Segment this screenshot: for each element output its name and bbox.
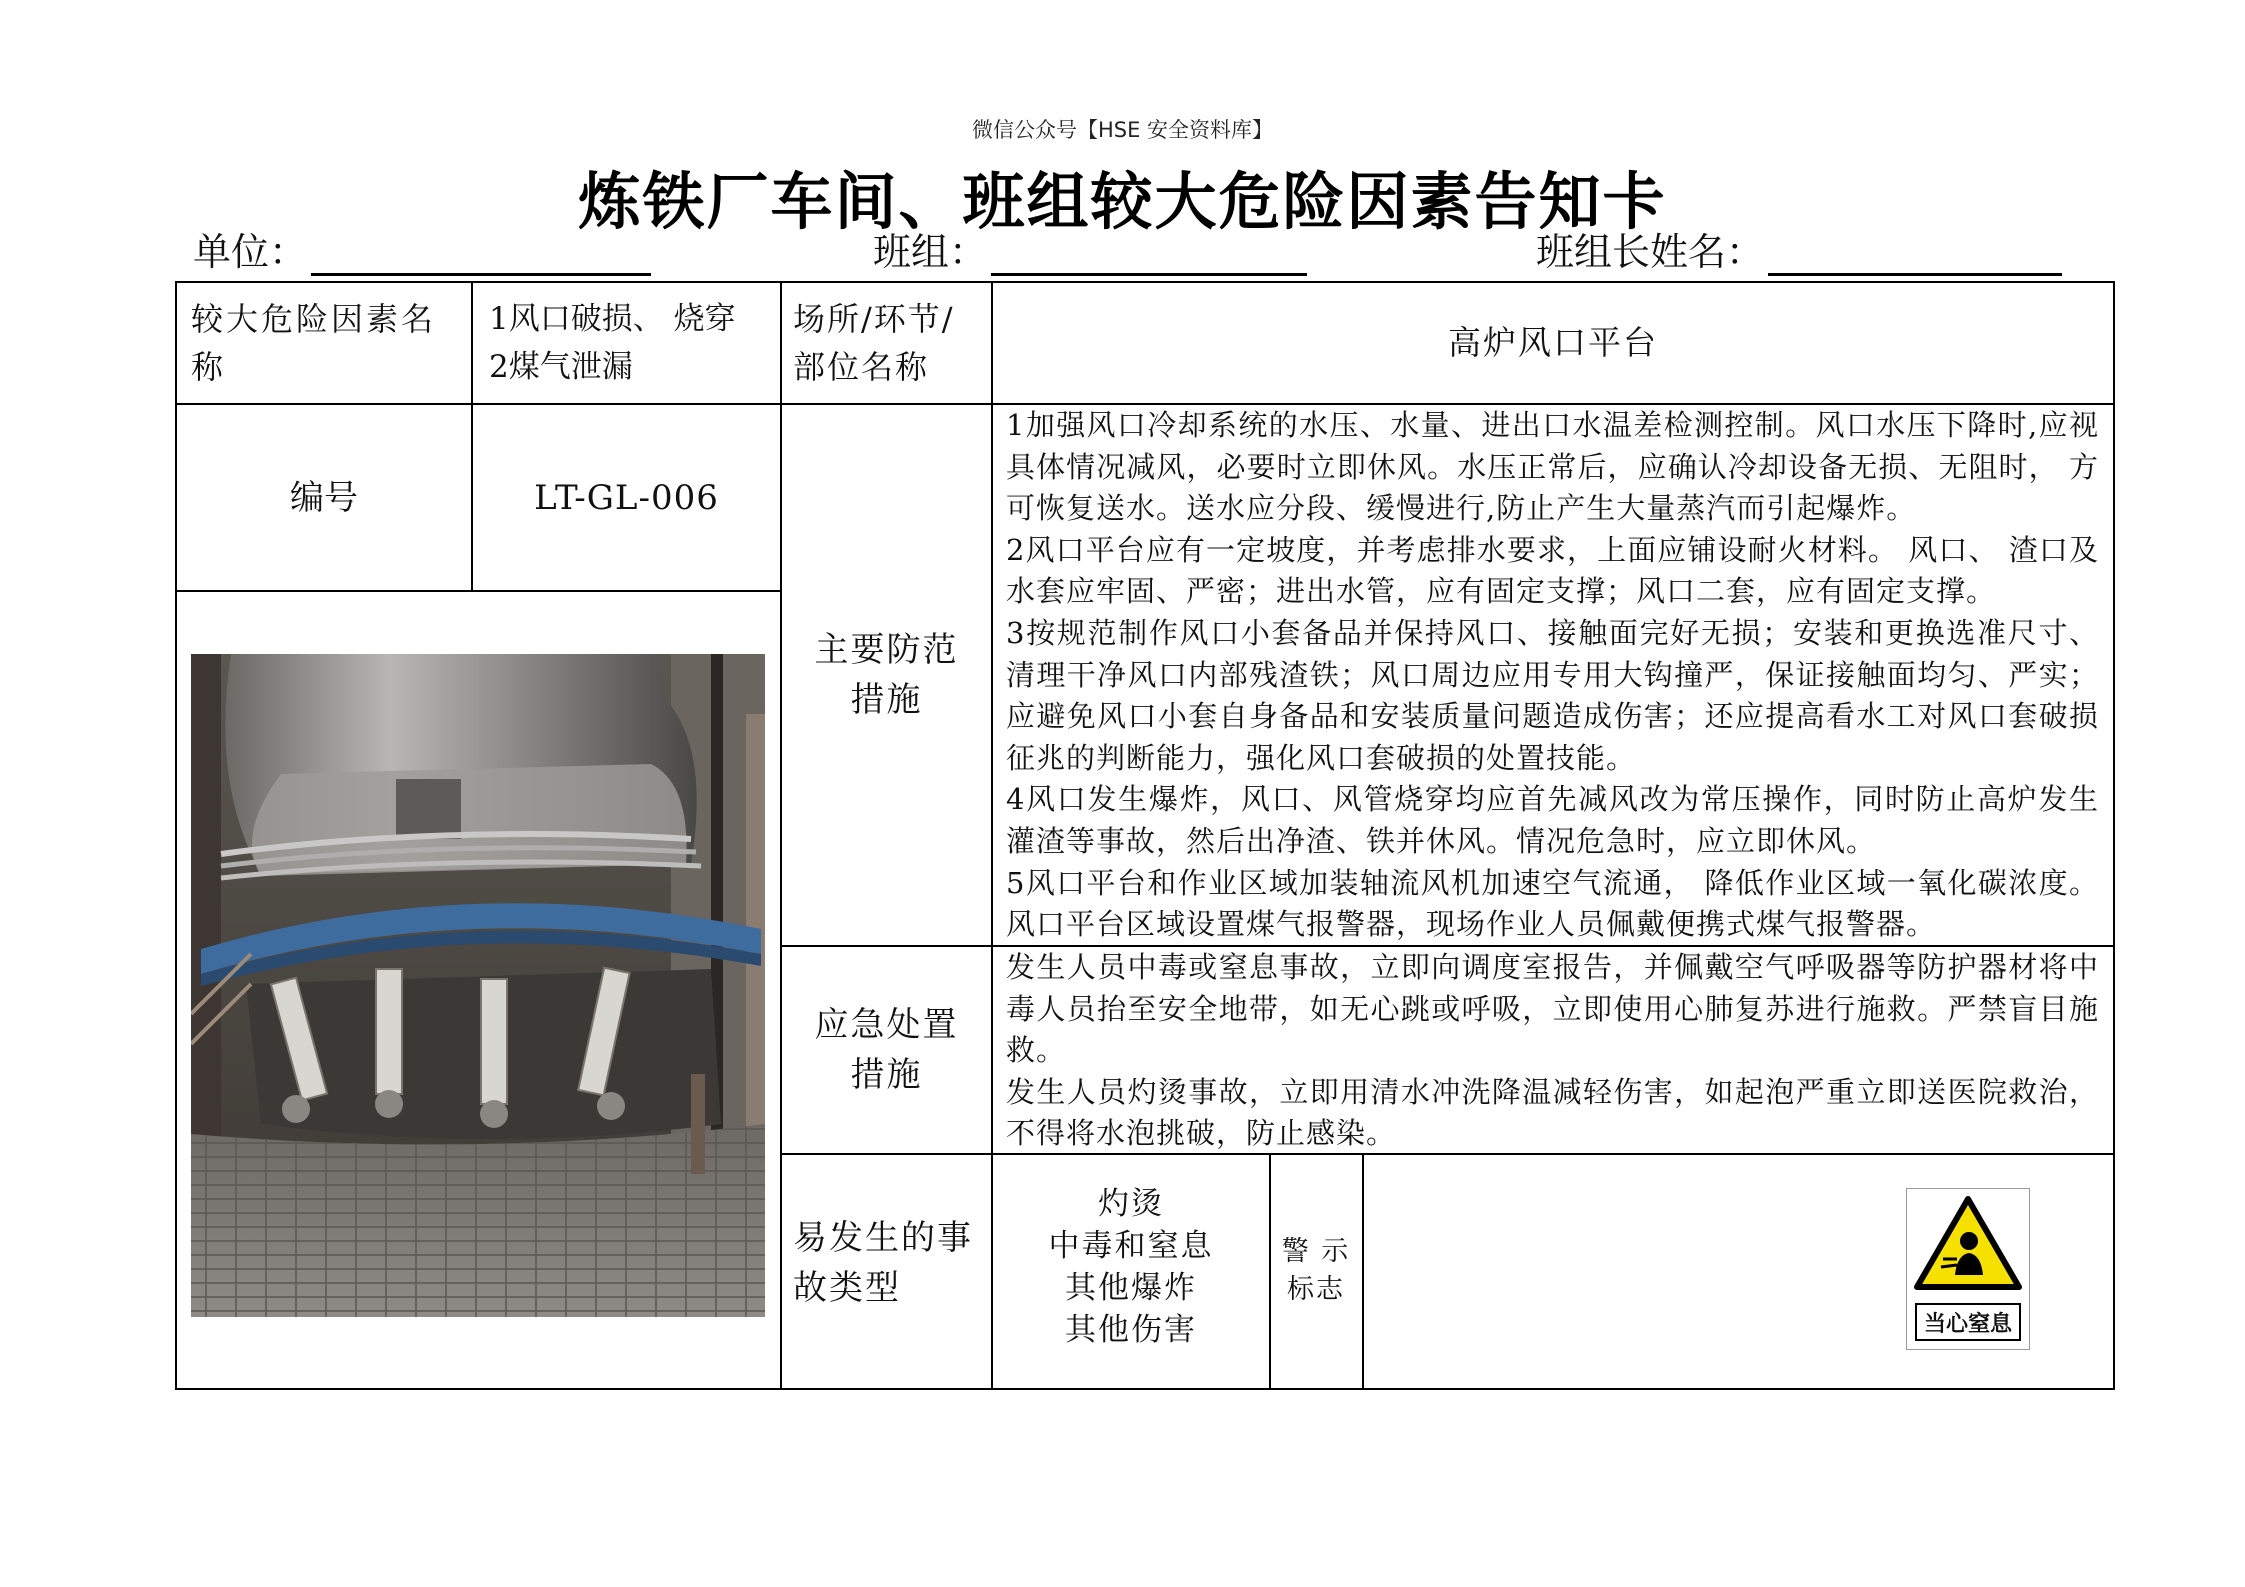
blast-furnace-photo xyxy=(191,654,765,1317)
leader-blank-line xyxy=(1768,233,2062,276)
team-blank-line xyxy=(991,233,1307,276)
warning-sign xyxy=(1906,1188,2030,1350)
emergency-item: 发生人员灼烫事故，立即用清水冲洗降温减轻伤害，如起泡严重立即送医院救治，不得将水泡挑破，防止感染。 xyxy=(1006,1074,2099,1151)
warning-sign-label: 当心窒息 xyxy=(1915,1303,2021,1341)
hazard-name-label: 较大危险因素名称 xyxy=(191,300,437,386)
leader-field xyxy=(1536,232,2062,276)
unit-field xyxy=(193,232,651,276)
accident-item: 中毒和窒息 xyxy=(1048,1228,1214,1264)
measures-label: 主要防范措施 xyxy=(814,630,959,720)
emergency-list xyxy=(1006,947,2099,1153)
unit-blank-line xyxy=(311,233,651,276)
accident-item: 灼烫 xyxy=(1098,1186,1164,1222)
team-label: 班组： xyxy=(873,230,988,274)
accident-item: 其他伤害 xyxy=(1065,1312,1197,1348)
location-value: 高炉风口平台 xyxy=(1448,323,1658,362)
page-title: 炼铁厂车间、班组较大危险因素告知卡 xyxy=(578,165,1667,238)
watermark: 微信公众号【HSE 安全资料库】 xyxy=(971,118,1274,142)
grid-line xyxy=(1269,1154,1271,1390)
accident-item: 其他爆炸 xyxy=(1065,1270,1197,1306)
location-label: 场所/环节/部位名称 xyxy=(793,300,955,386)
unit-label: 单位： xyxy=(193,230,308,274)
measure-item: 3按规范制作风口小套备品并保持风口、接触面完好无损；安装和更换选准尺寸、清理干净风口内部残渣铁；风口周边应用专用大钩撞严，保证接触面均匀、严实；应避免风口小套自身备品和安装质量问题造成伤害；还应提高看水工对风口套破损征兆的判断能力，强化风口套破损的处置技能。 xyxy=(1006,615,2099,775)
blast-furnace-tuyere-platform-photo xyxy=(191,654,765,1317)
accident-list xyxy=(993,1183,1269,1373)
emergency-item: 发生人员中毒或窒息事故，立即向调度室报告，并佩戴空气呼吸器等防护器材将中毒人员抬至安全地带，如无心跳或呼吸，立即使用心肺复苏进行施救。严禁盲目施救。 xyxy=(1006,950,2099,1068)
measure-item: 5风口平台和作业区域加装轴流风机加速空气流通， 降低作业区域一氧化碳浓度。风口平台区域设置煤气报警器，现场作业人员佩戴便携式煤气报警器。 xyxy=(1006,865,2099,942)
code-value: LT-GL-006 xyxy=(534,478,719,518)
hazard-name-line: 1风口破损、 烧穿 xyxy=(489,301,736,337)
measure-item: 1加强风口冷却系统的水压、水量、进出口水温差检测控制。风口水压下降时,应视具体情况减风，必要时立即休风。水压正常后，应确认冷却设备无损、无阻时， 方可恢复送水。送水应分段、缓慢进行,防止产生大量蒸汽而引起爆炸。 xyxy=(1006,408,2099,526)
measures-list xyxy=(1006,405,2099,945)
hazard-name-value xyxy=(489,295,774,395)
grid-line xyxy=(1362,1154,1364,1390)
leader-label: 班组长姓名： xyxy=(1536,230,1765,274)
hazard-name-line: 2煤气泄漏 xyxy=(489,349,633,385)
measure-item: 4风口发生爆炸，风口、风管烧穿均应首先减风改为常压操作，同时防止高炉发生灌渣等事故，然后出净渣、铁并休风。情况危急时，应立即休风。 xyxy=(1006,782,2099,858)
team-field xyxy=(873,232,1307,276)
warning-label: 警 示 标志 xyxy=(1281,1236,1351,1305)
emergency-label: 应急处置措施 xyxy=(814,1005,959,1095)
accident-label: 易发生的事故类型 xyxy=(793,1218,973,1308)
measure-item: 2风口平台应有一定坡度，并考虑排水要求，上面应铺设耐火材料。 风口、 渣口及水套应牢固、严密；进出水管，应有固定支撑；风口二套，应有固定支撑。 xyxy=(1006,532,2099,609)
code-label: 编号 xyxy=(290,478,358,518)
suffocation-warning-icon xyxy=(1907,1189,2029,1309)
